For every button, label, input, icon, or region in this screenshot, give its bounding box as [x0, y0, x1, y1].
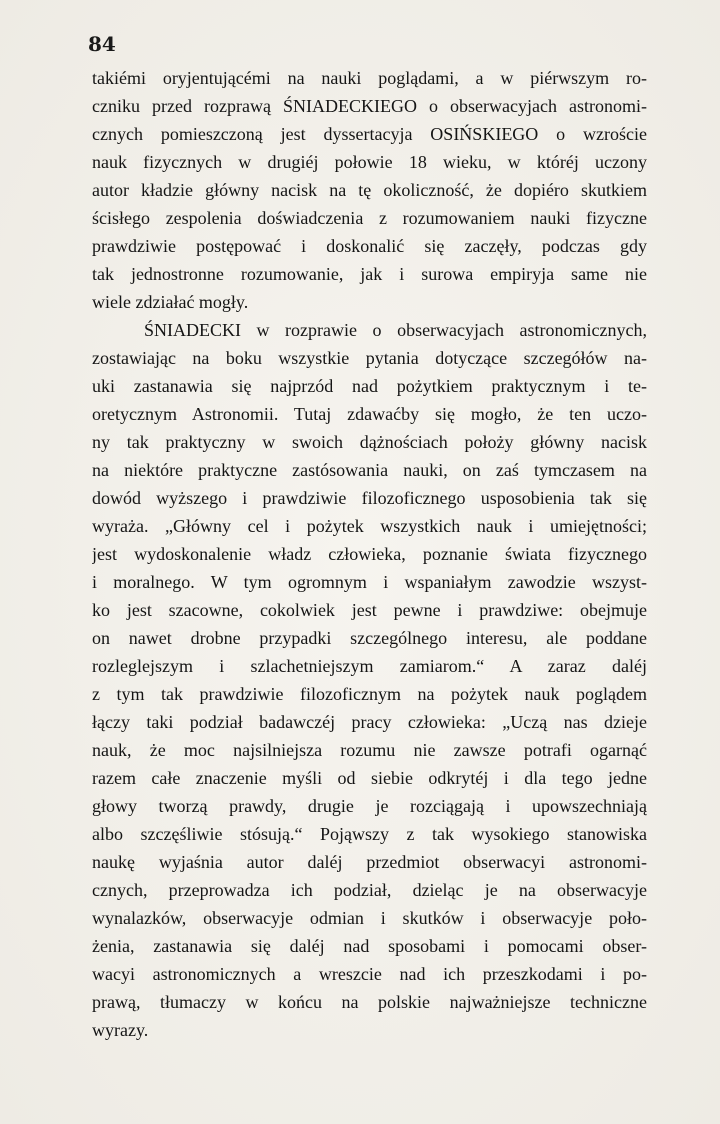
text-line: razem całe znaczenie myśli od siebie odkrytéj i dla tego jedne: [92, 768, 647, 788]
text-line: uki zastanawia się najprzód nad pożytkiem praktycznym i te-: [92, 376, 647, 396]
text-line: on nawet drobne przypadki szczególnego interesu, ale poddane: [92, 628, 647, 648]
paragraph-1: [92, 64, 647, 316]
text-line: wiele zdziałać mogły.: [92, 292, 249, 312]
text-line: autor kładzie główny nacisk na tę okoliczność, że dopiéro skutkiem: [92, 180, 647, 200]
text-line: zostawiając na boku wszystkie pytania dotyczące szczegółów na-: [92, 348, 647, 368]
paragraph-2: [92, 316, 647, 1044]
text-line: ścisłego zespolenia doświadczenia z rozumowaniem nauki fizyczne: [92, 208, 647, 228]
text-line: wacyi astronomicznych a wreszcie nad ich przeszkodami i po-: [92, 964, 647, 984]
text-line: ny tak praktyczny w swoich dążnościach położy główny nacisk: [92, 432, 647, 452]
text-line: ŚNIADECKI w rozprawie o obserwacyjach astronomicznych,: [144, 320, 647, 340]
text-line: i moralnego. W tym ogromnym i wspaniałym zawodzie wszyst-: [92, 572, 647, 592]
text-line: czniku przed rozprawą ŚNIADECKIEGO o obserwacyjach astronomi-: [92, 96, 647, 116]
text-line: z tym tak prawdziwie filozoficznym na pożytek nauk poglądem: [92, 684, 647, 704]
text-line: cznych pomieszczoną jest dyssertacyja OSIŃSKIEGO o wzroście: [92, 124, 647, 144]
text-line: oretycznym Astronomii. Tutaj zdawaćby się mogło, że ten uczo-: [92, 404, 647, 424]
text-line: tak jednostronne rozumowanie, jak i surowa empiryja same nie: [92, 264, 647, 284]
text-line: wyraża. „Główny cel i pożytek wszystkich nauk i umiejętności;: [92, 516, 647, 536]
text-line: cznych, przeprowadza ich podział, dzieląc je na obserwacyje: [92, 880, 647, 900]
text-line: na niektóre praktyczne zastósowania nauki, on zaś tymczasem na: [92, 460, 647, 480]
text-line: nauk, że moc najsilniejsza rozumu nie zawsze potrafi ogarnąć: [92, 740, 647, 760]
text-line: prawą, tłumaczy w końcu na polskie najważniejsze techniczne: [92, 992, 647, 1012]
text-line: wyrazy.: [92, 1020, 149, 1040]
text-line: ko jest szacowne, cokolwiek jest pewne i prawdziwe: obejmuje: [92, 600, 647, 620]
text-line: naukę wyjaśnia autor daléj przedmiot obserwacyi astronomi-: [92, 852, 647, 872]
text-line: łączy taki podział badawczéj pracy człowieka: „Uczą nas dzieje: [92, 712, 647, 732]
text-line: jest wydoskonalenie władz człowieka, poznanie świata fizycznego: [92, 544, 647, 564]
text-line: albo szczęśliwie stósują.“ Pojąwszy z tak wysokiego stanowiska: [92, 824, 647, 844]
text-line: rozleglejszym i szlachetniejszym zamiarom.“ A zaraz daléj: [92, 656, 647, 676]
text-line: nauk fizycznych w drugiéj połowie 18 wieku, w któréj uczony: [92, 152, 647, 172]
text-line: takiémi oryjentującémi na nauki poglądami, a w piérwszym ro-: [92, 68, 647, 88]
text-line: dowód wyższego i prawdziwie filozoficznego usposobienia tak się: [92, 488, 647, 508]
text-line: głowy tworzą prawdy, drugie je rozciągają i upowszechniają: [92, 796, 647, 816]
text-line: prawdziwie postępować i doskonalić się zaczęły, podczas gdy: [92, 236, 647, 256]
text-line: wynalazków, obserwacyje odmian i skutków i obserwacyje poło-: [92, 908, 647, 928]
page-number: 84: [88, 32, 116, 56]
text-line: żenia, zastanawia się daléj nad sposobami i pomocami obser-: [92, 936, 647, 956]
body-text: [92, 64, 647, 1044]
